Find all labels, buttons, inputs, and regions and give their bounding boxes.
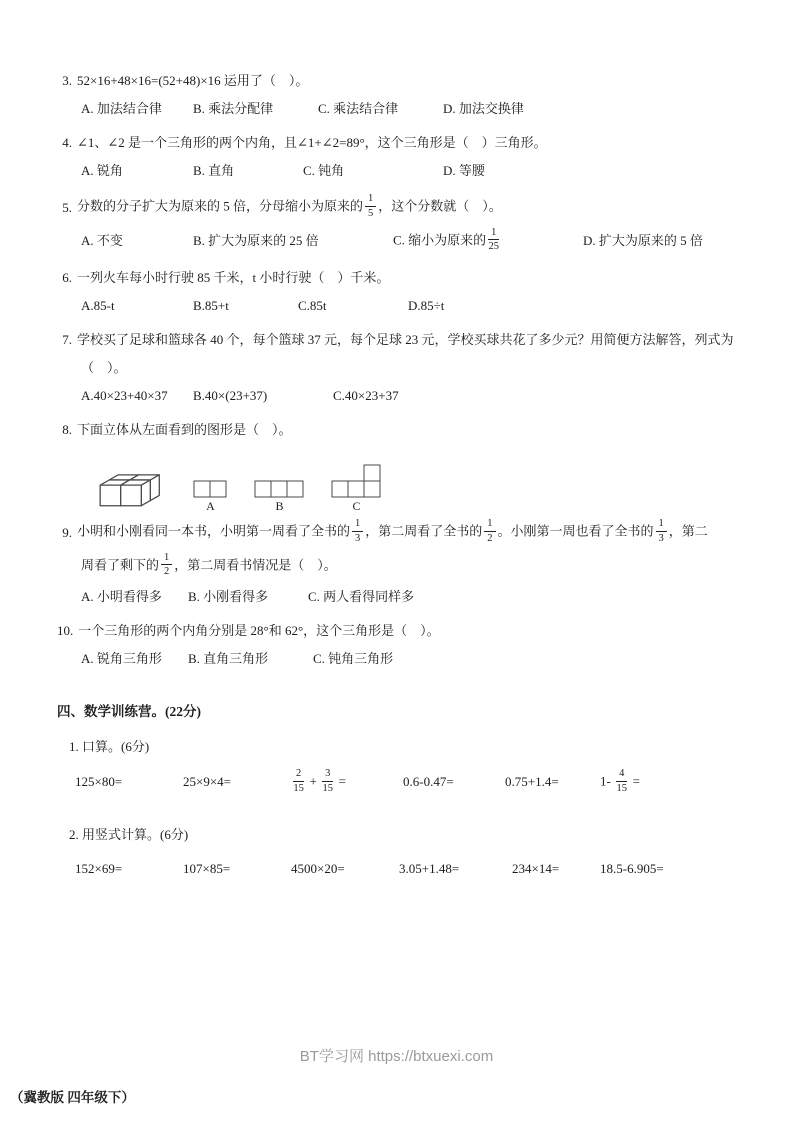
section-4: [57, 700, 748, 882]
question-3: [57, 70, 748, 120]
option-shape-c: [331, 464, 382, 513]
question-line: [57, 357, 748, 379]
question-number: 7.: [62, 331, 72, 347]
question-text: 一个三角形的两个内角分别是 28°和 62°，这个三角形是（ ）。: [78, 622, 440, 638]
question-number: 6.: [62, 269, 72, 285]
option: C. 两人看得同样多: [308, 588, 415, 604]
question-7: [57, 329, 748, 407]
edition-label: （冀教版 四年级下）: [10, 1090, 135, 1105]
option: D. 等腰: [443, 163, 485, 179]
question-number: 10.: [57, 622, 74, 638]
option: B. 小刚看得多: [188, 588, 269, 604]
option: C. 钝角三角形: [313, 650, 394, 666]
question-number: 8.: [62, 422, 72, 438]
calc-item: 18.5-6.905=: [600, 861, 664, 877]
shape-label: B: [275, 499, 284, 514]
fraction: $\frac{3}{15}$: [322, 767, 333, 794]
l-shape-squares-figure: [331, 464, 382, 499]
question-line: [57, 194, 748, 221]
calc-item: 234×14=: [512, 861, 560, 877]
fraction: $\frac{1}{3}$: [656, 518, 667, 545]
question-line: [57, 329, 748, 351]
shape-label: A: [206, 499, 215, 514]
question-text: ∠1、∠2 是一个三角形的两个内角，且∠1+∠2=89°，这个三角形是（ ）三角形。: [77, 135, 547, 151]
two-square-row-figure: [193, 480, 228, 499]
option: B. 直角三角形: [188, 650, 269, 666]
options-row: [81, 295, 748, 317]
oral-calculation-row: [75, 769, 748, 796]
question-text: 下面立体从左面看到的图形是（ ）。: [77, 422, 292, 438]
option: A. 不变: [81, 233, 123, 249]
calc-item: 0.6-0.47=: [403, 774, 454, 790]
option: A.40×23+40×37: [81, 388, 168, 404]
option: A.85-t: [81, 297, 115, 313]
fraction: $\frac{1}{3}$: [352, 518, 363, 545]
calc-item: 4500×20=: [291, 861, 345, 877]
calc-item: 0.75+1.4=: [505, 774, 559, 790]
option: A. 锐角三角形: [81, 650, 162, 666]
subsection-1-title: 1. 口算。(6分): [69, 738, 150, 754]
option: B.85+t: [193, 297, 229, 313]
question-number: 4.: [62, 135, 72, 151]
option-shape-b: [254, 480, 305, 513]
question-4: [57, 132, 748, 182]
option: D. 加法交换律: [443, 101, 524, 117]
subsection-2-title: 2. 用竖式计算。(6分): [69, 827, 189, 843]
fraction: $\frac{1}{25}$: [488, 226, 500, 253]
question-text: 分数的分子扩大为原来的 5 倍，分母缩小为原来的 $\frac{1}{5}$ ，这个分数就（ ）。: [77, 193, 502, 219]
question-8: [57, 419, 748, 513]
three-square-row-figure: [254, 480, 305, 499]
question-6: [57, 267, 748, 317]
option: A. 加法结合律: [81, 101, 162, 117]
option-shape-a: [193, 480, 228, 513]
fraction: $\frac{2}{15}$: [293, 767, 304, 794]
question-number: 5.: [62, 199, 72, 215]
section-title: 四、数学训练营。(22分): [57, 703, 201, 719]
calc-item: 125×80=: [75, 774, 123, 790]
calc-item: 1- $\frac{4}{15}$ =: [600, 767, 640, 794]
options-row: [81, 648, 748, 670]
fraction: $\frac{1}{2}$: [484, 518, 495, 545]
question-text: 52×16+48×16=(52+48)×16 运用了（ ）。: [77, 73, 309, 88]
question-5: [57, 194, 748, 254]
shape-label: C: [352, 499, 361, 514]
watermark: BT学习网 https://btxuexi.com: [299, 1048, 494, 1065]
question-text: 周看了剩下的 $\frac{1}{2}$ ，第二周看书情况是（ ）。: [81, 551, 337, 578]
question-number: 9.: [62, 524, 72, 540]
question-text: 一列火车每小时行驶 85 千米，t 小时行驶（ ）千米。: [77, 269, 390, 285]
cube-stack-figure: [95, 449, 167, 511]
options-row: [81, 228, 748, 255]
question-number: 3.: [62, 73, 72, 88]
options-row: [81, 586, 748, 608]
vertical-calculation-row: [75, 857, 748, 882]
option: C.40×23+37: [333, 388, 399, 404]
options-row: [81, 385, 748, 407]
question-line: [57, 70, 748, 92]
option: A. 锐角: [81, 163, 123, 179]
fraction: $\frac{4}{15}$: [616, 767, 627, 794]
question-text: 小明和小刚看同一本书，小明第一周看了全书的 $\frac{1}{3}$ ，第二周看了全书的 $\frac{1}{2}$ 。小刚第一周也看了全书的 $\frac{1}{3}$ ，第二: [77, 518, 708, 544]
question-9: [57, 519, 748, 607]
option: B.40×(23+37): [193, 388, 268, 404]
option: C. 钝角: [303, 163, 345, 179]
question-line: [57, 519, 748, 546]
question-line: [57, 553, 748, 580]
options-row: [81, 160, 748, 182]
cube-view-diagram: [95, 449, 748, 513]
fraction: $\frac{1}{2}$: [161, 552, 172, 579]
option: C. 缩小为原来的 $\frac{1}{25}$: [393, 226, 500, 253]
question-text: 学校买了足球和篮球各 40 个，每个篮球 37 元，每个足球 23 元，学校买球共花了多少元？用简便方法解答，列式为: [77, 331, 734, 347]
options-row: [81, 98, 748, 120]
calc-item: 25×9×4=: [183, 774, 231, 790]
question-text: （ ）。: [81, 360, 127, 376]
option: D.85÷t: [408, 297, 445, 313]
calc-item: $\frac{2}{15}$ + $\frac{3}{15}$ =: [293, 767, 346, 794]
question-line: [57, 419, 748, 441]
calc-item: 3.05+1.48=: [399, 861, 460, 877]
question-line: [57, 132, 748, 154]
fraction: $\frac{1}{5}$: [365, 193, 376, 220]
question-line: [57, 620, 748, 642]
option: B. 直角: [193, 163, 235, 179]
questions-list: [57, 70, 748, 670]
option: B. 乘法分配律: [193, 101, 274, 117]
option: B. 扩大为原来的 25 倍: [193, 233, 319, 249]
option: C. 乘法结合律: [318, 101, 399, 117]
question-10: [57, 620, 748, 670]
option: A. 小明看得多: [81, 588, 162, 604]
calc-item: 152×69=: [75, 861, 123, 877]
question-line: [57, 267, 748, 289]
calc-item: 107×85=: [183, 861, 231, 877]
option: C.85t: [298, 297, 327, 313]
option: D. 扩大为原来的 5 倍: [583, 233, 703, 249]
